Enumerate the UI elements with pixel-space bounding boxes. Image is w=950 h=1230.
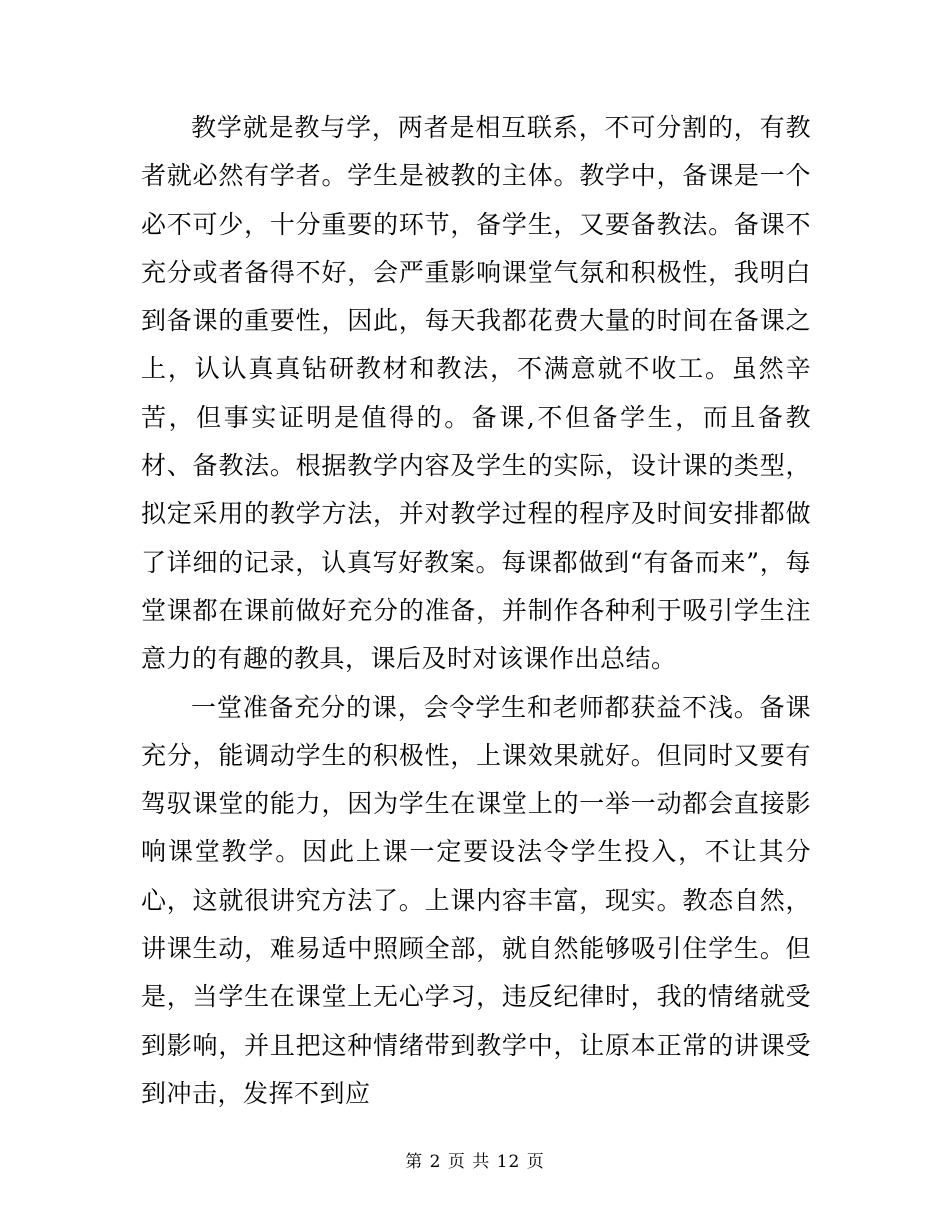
paragraph-2: 一堂准备充分的课，会令学生和老师都获益不浅。备课充分，能调动学生的积极性，上课效果就好。但同时又要有驾驭课堂的能力，因为学生在课堂上的一举一动都会直接影响课堂教学。因此上课一定要设法令学生投入，不让其分心，这就很讲究方法了。上课内容丰富，现实。教态自然，讲课生动，难易适中照顾全部，就自然能够吸引住学生。但是，当学生在课堂上无心学习，违反纪律时，我的情绪就受到影响，并且把这种情绪带到教学中，让原本正常的讲课受到冲击，发挥不到应 — [141, 692, 811, 1108]
paragraph-1: 教学就是教与学，两者是相互联系，不可分割的，有教者就必然有学者。学生是被教的主体。教学中，备课是一个必不可少，十分重要的环节，备学生，又要备教法。备课不充分或者备得不好，会严重影响课堂气氛和积极性，我明白到备课的重要性，因此，每天我都花费大量的时间在备课之上，认认真真钻研教材和教法，不满意就不收工。虽然辛苦，但事实证明是值得的。备课,不但备学生，而且备教材、备教法。根据教学内容及学生的实际，设计课的类型，拟定采用的教学方法，并对教学过程的程序及时间安排都做了详细的记录，认真写好教案。每课都做到“有备而来”，每堂课都在课前做好充分的准备，并制作各种利于吸引学生注意力的有趣的教具，课后及时对该课作出总结。 — [141, 113, 811, 674]
page-footer — [0, 1150, 950, 1174]
body-text — [141, 104, 811, 1118]
page-number: 第 2 页 共 12 页 — [405, 1152, 545, 1172]
